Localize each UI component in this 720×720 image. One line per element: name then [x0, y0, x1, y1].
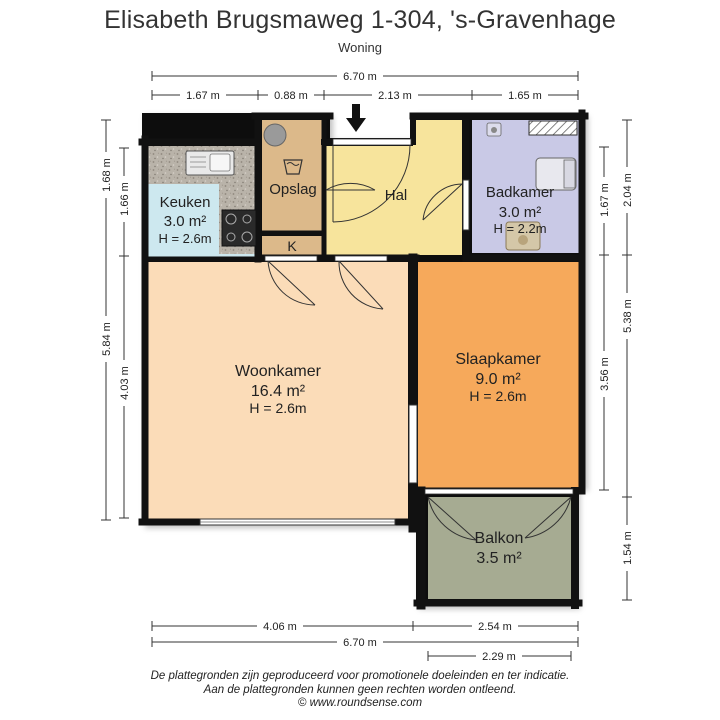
dim-bottom-3: 2.29 m	[482, 651, 516, 663]
badkamer-area: 3.0 m²	[498, 204, 542, 221]
dim-left-outer: 5.84 m	[101, 322, 113, 356]
woonkamer-name: Woonkamer	[235, 363, 321, 380]
dim-right-2: 2.04 m	[622, 173, 634, 207]
dim-right-1: 1.67 m	[599, 183, 611, 217]
dim-left-3: 4.03 m	[119, 366, 131, 400]
dim-top-2: 0.88 m	[274, 90, 308, 102]
door-woonkamer-frame	[265, 256, 317, 261]
dim-top-1: 1.67 m	[186, 90, 220, 102]
plan-title: Elisabeth Brugsmaweg 1-304, 's-Gravenhage	[104, 6, 616, 34]
dim-right-3: 5.38 m	[622, 299, 634, 333]
shower-drain-icon	[518, 235, 528, 245]
plan-subtitle: Woning	[338, 40, 382, 55]
balkon-area: 3.5 m²	[476, 550, 522, 567]
badkamer-tap-icon	[491, 127, 497, 133]
boiler-icon	[264, 124, 286, 146]
dim-left-2: 1.66 m	[119, 182, 131, 216]
hatched-vent	[529, 121, 577, 135]
dim-top-4: 1.65 m	[508, 90, 542, 102]
toilet-tank-icon	[564, 160, 575, 188]
dim-bottom-1: 4.06 m	[263, 621, 297, 633]
dim-left-1: 1.68 m	[101, 158, 113, 192]
opslag-name: Opslag	[269, 181, 317, 198]
disclaimer-line-2: Aan de plattegronden kunnen geen rechten worden ontleend.	[203, 683, 517, 696]
sink-basin-icon	[210, 154, 230, 171]
keuken-height: H = 2.6m	[158, 231, 212, 246]
dim-right-4: 3.56 m	[599, 357, 611, 391]
copyright-line: © www.roundsense.com	[297, 697, 423, 709]
woonkamer-area: 16.4 m²	[250, 383, 306, 400]
keuken-name: Keuken	[159, 194, 211, 211]
disclaimer	[0, 670, 720, 711]
dim-bottom-2: 2.54 m	[478, 621, 512, 633]
entrance-arrow-icon	[346, 104, 366, 132]
hal-name: Hal	[384, 187, 408, 204]
dim-top-total: 6.70 m	[343, 71, 377, 83]
k-name: K	[287, 238, 297, 254]
balkon-name: Balkon	[474, 530, 524, 547]
badkamer-name: Badkamer	[485, 184, 555, 201]
door-woonkamer-frame-2	[335, 256, 387, 261]
keuken-area: 3.0 m²	[163, 213, 207, 230]
balkon-floor	[428, 497, 571, 599]
slaapkamer-height: H = 2.6m	[469, 388, 527, 404]
dim-right-5: 1.54 m	[622, 531, 634, 565]
dim-bottom-total: 6.70 m	[343, 637, 377, 649]
slaapkamer-name: Slaapkamer	[455, 351, 541, 368]
door-balkon-frame	[425, 489, 573, 494]
window-woon-slaap	[409, 405, 417, 483]
woonkamer-height: H = 2.6m	[249, 400, 307, 416]
slaapkamer-area: 9.0 m²	[475, 371, 521, 388]
entrance-opening	[333, 139, 411, 145]
window-hal-bad	[463, 180, 469, 230]
disclaimer-line-1: De plattegronden zijn geproduceerd voor promotionele doeleinden en ter indicatie.	[150, 670, 570, 682]
badkamer-height: H = 2.2m	[493, 221, 547, 236]
dim-top-3: 2.13 m	[378, 90, 412, 102]
